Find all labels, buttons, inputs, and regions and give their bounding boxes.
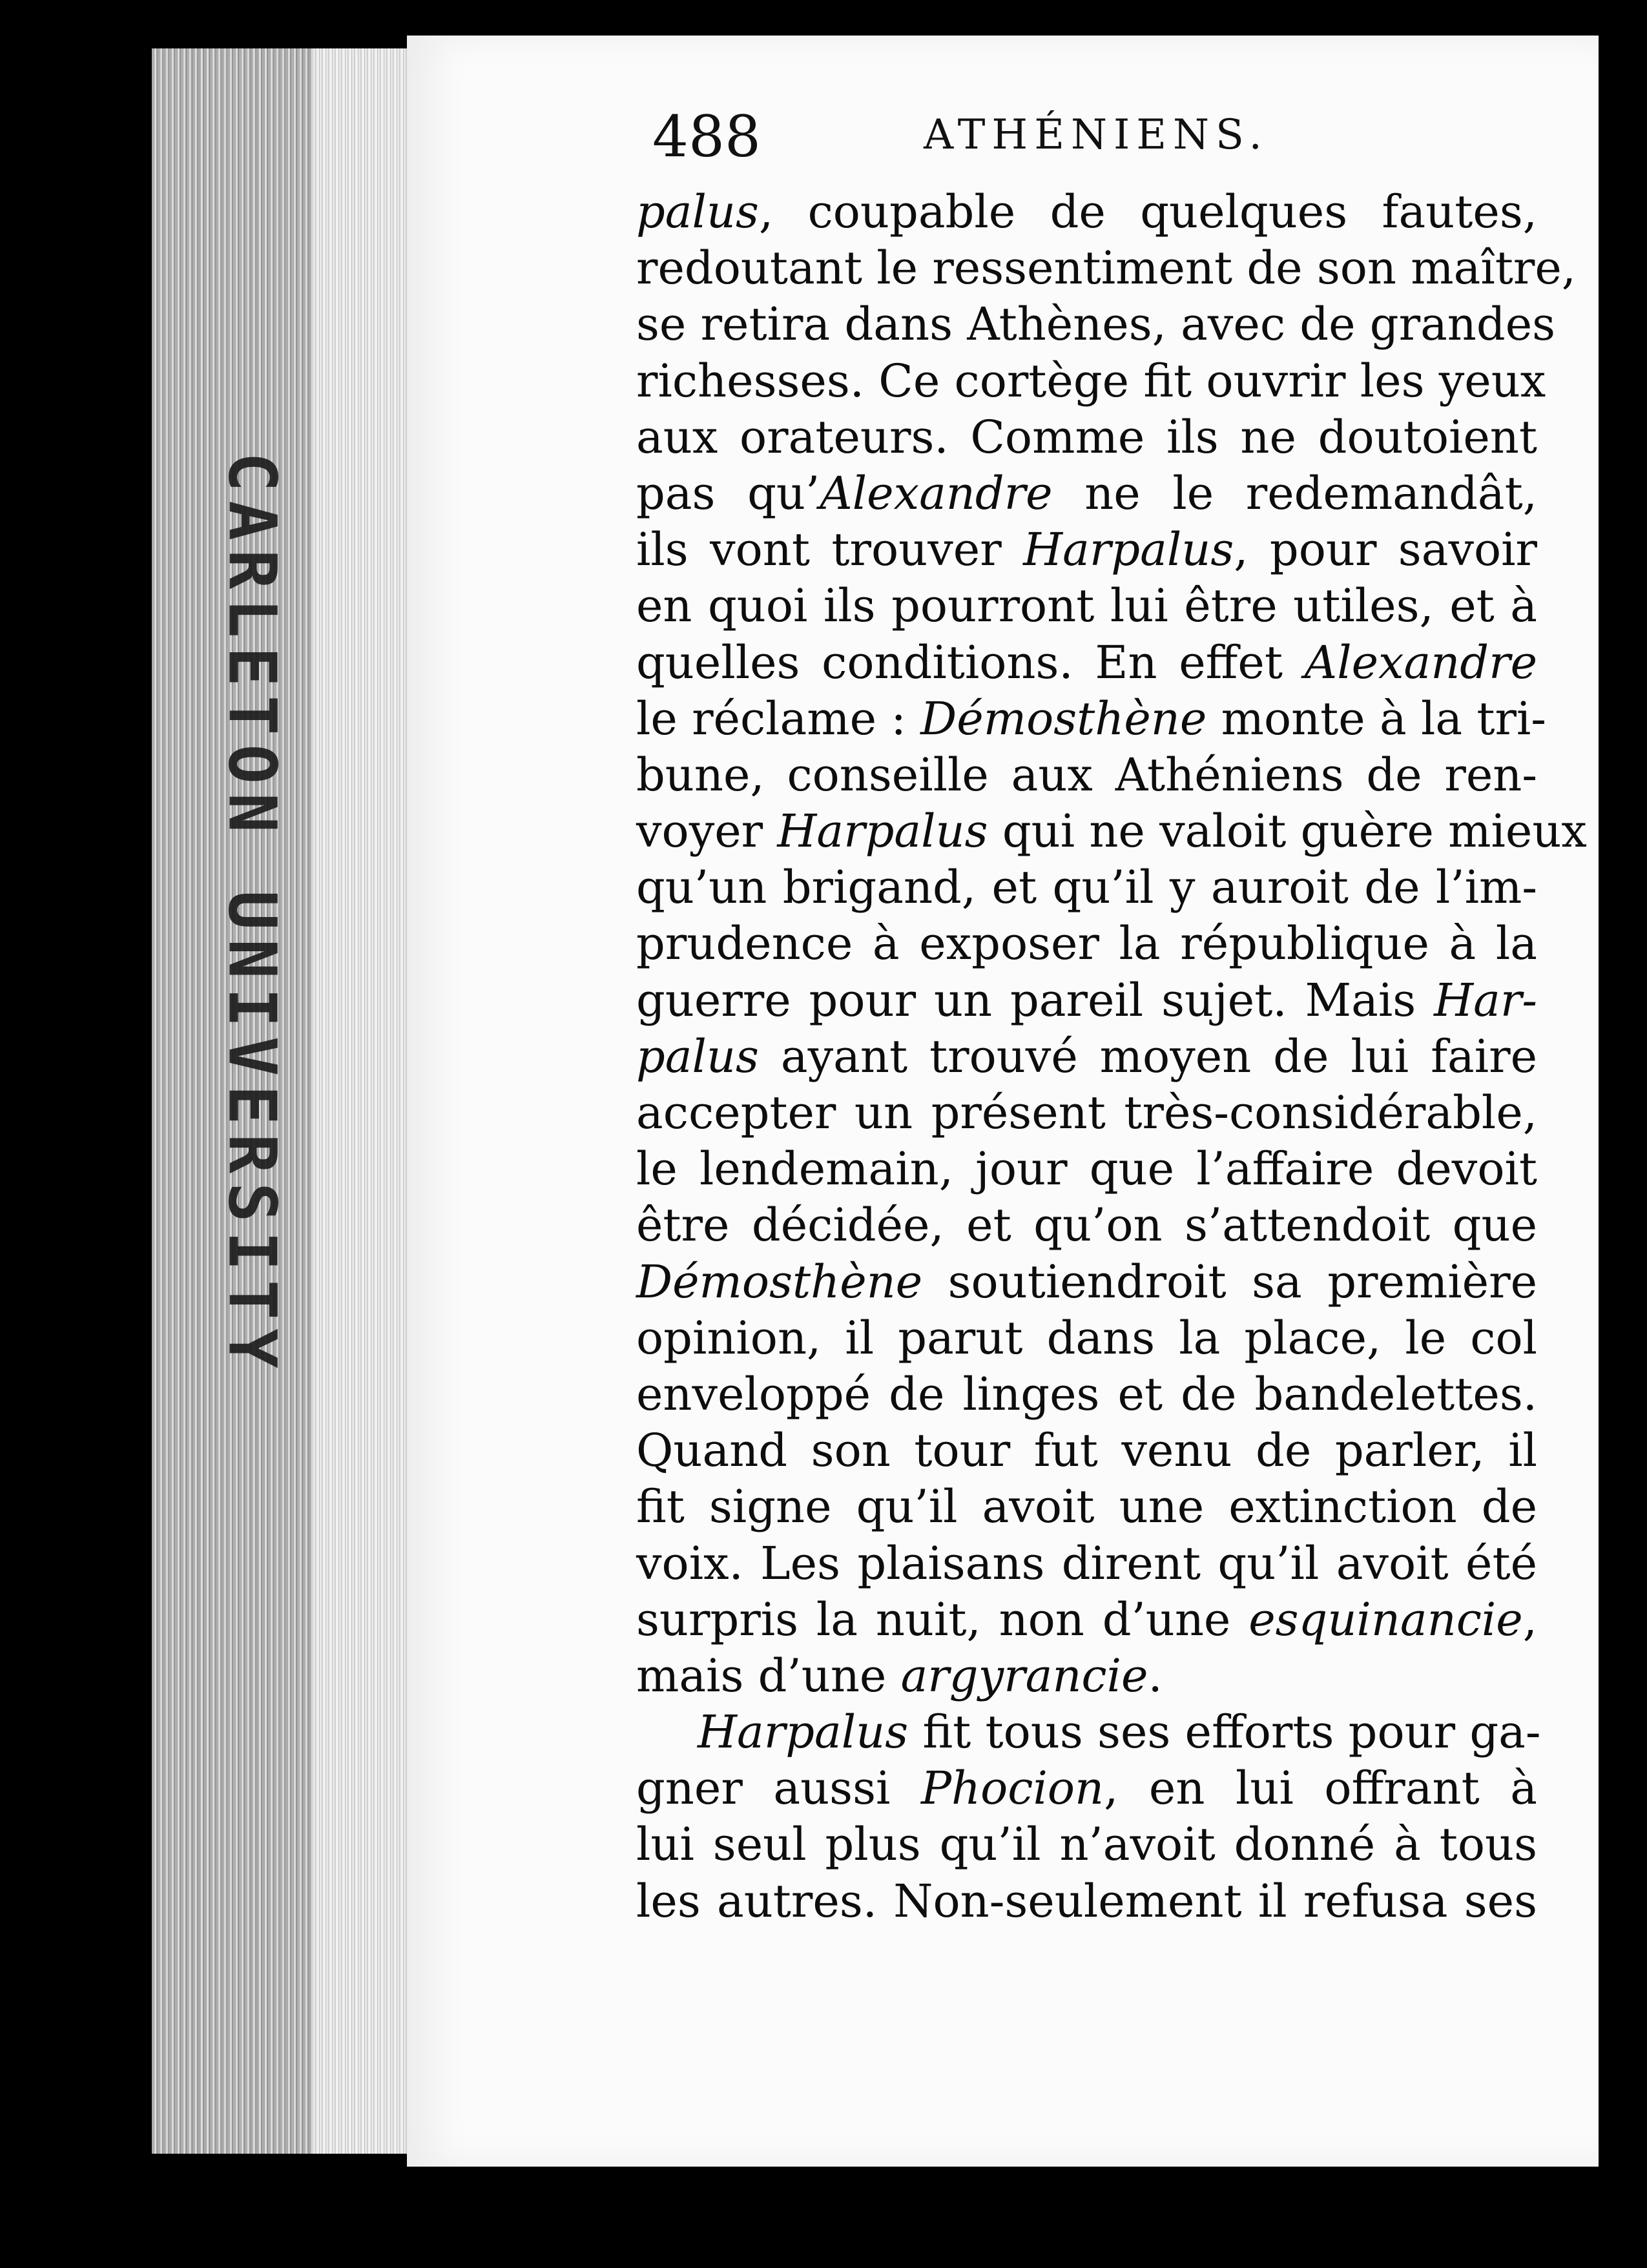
body-text xyxy=(636,184,1587,1930)
text-run: , en lui offrant à xyxy=(1104,1762,1537,1815)
text-run: quelles conditions. En effet xyxy=(636,635,1305,689)
text-line xyxy=(636,1141,1537,1197)
italic-name: Har- xyxy=(1434,973,1537,1027)
text-line xyxy=(636,1029,1537,1085)
library-stamp xyxy=(213,452,291,1711)
text-run: ils vont trouver xyxy=(636,523,1024,577)
italic-name: Phocion xyxy=(920,1762,1104,1815)
text-line xyxy=(636,466,1537,522)
italic-name: Alexandre xyxy=(1304,635,1537,689)
text-run: , coupable de quelques fautes, xyxy=(758,185,1537,238)
text-run: mais d’une xyxy=(636,1649,901,1702)
text-run: opinion, il parut dans la place, le col xyxy=(636,1311,1537,1365)
text-line xyxy=(636,1536,1537,1592)
text-line xyxy=(636,578,1537,634)
text-run: voyer xyxy=(636,805,778,858)
text-run: aux orateurs. Comme ils ne doutoient xyxy=(636,410,1537,464)
text-run: pas qu’ xyxy=(636,466,820,520)
text-line xyxy=(636,1760,1537,1817)
text-run: , xyxy=(1522,1593,1537,1646)
text-line xyxy=(636,747,1537,803)
text-line xyxy=(636,1310,1537,1366)
text-run: . xyxy=(1148,1649,1163,1702)
text-run: , pour savoir xyxy=(1234,523,1537,577)
italic-name: palus xyxy=(636,185,759,238)
text-run: bune, conseille aux Athéniens de ren- xyxy=(636,748,1537,801)
text-line xyxy=(636,409,1537,466)
text-line xyxy=(636,1366,1537,1423)
text-run: qu’un brigand, et qu’il y auroit de l’im- xyxy=(636,861,1537,914)
text-line xyxy=(636,240,1576,296)
text-run: monte à la tri- xyxy=(1207,692,1546,745)
text-line xyxy=(636,635,1537,691)
text-line xyxy=(636,803,1587,860)
text-line xyxy=(636,522,1537,578)
text-run: accepter un présent très-considérable, xyxy=(636,1086,1537,1139)
text-run: être décidée, et qu’on s’attendoit que xyxy=(636,1199,1537,1252)
text-run: gner aussi xyxy=(636,1762,921,1815)
text-run: ayant trouvé moyen de lui faire xyxy=(758,1029,1537,1083)
text-run: fit signe qu’il avoit une extinction de xyxy=(636,1480,1537,1534)
italic-name: Harpalus xyxy=(1023,523,1234,577)
text-line xyxy=(636,1085,1537,1141)
text-line xyxy=(636,1197,1537,1253)
text-run: le réclame : xyxy=(636,692,921,745)
text-line xyxy=(636,353,1546,409)
running-head xyxy=(652,103,1492,181)
text-line xyxy=(636,1592,1537,1648)
italic-name: Démosthène xyxy=(636,1255,923,1308)
text-run: fit tous ses efforts pour ga- xyxy=(908,1706,1541,1759)
text-line xyxy=(636,973,1537,1029)
text-line xyxy=(636,1479,1537,1535)
italic-name: Alexandre xyxy=(820,466,1053,520)
text-run: voix. Les plaisans dirent qu’il avoit été xyxy=(636,1536,1537,1590)
text-run: redoutant le ressentiment de son maître, xyxy=(636,242,1576,295)
text-run: soutiendroit sa première xyxy=(922,1255,1537,1308)
italic-name: Démosthène xyxy=(920,692,1207,745)
right-margin-shadow xyxy=(1599,0,1647,2268)
text-line xyxy=(636,184,1537,240)
text-line xyxy=(636,1254,1537,1310)
text-run: richesses. Ce cortège fit ouvrir les yeux xyxy=(636,354,1546,407)
text-run: se retira dans Athènes, avec de grandes xyxy=(636,298,1556,351)
italic-name: argyrancie xyxy=(900,1649,1148,1702)
text-run: enveloppé de linges et de bandelettes. xyxy=(636,1367,1537,1421)
text-line xyxy=(636,1704,1541,1760)
text-line xyxy=(636,860,1537,916)
library-stamp-text: CARLETON UNIVERSITY xyxy=(213,452,291,1377)
text-line xyxy=(636,1648,1537,1704)
text-run: en quoi ils pourront lui être utiles, et à xyxy=(636,579,1537,633)
italic-name: Harpalus xyxy=(698,1706,909,1759)
text-line xyxy=(636,1423,1537,1479)
italic-name: palus xyxy=(636,1029,759,1083)
text-line xyxy=(636,1817,1537,1873)
text-run: les autres. Non-seulement il refusa ses xyxy=(636,1874,1537,1928)
page-number: 488 xyxy=(652,103,761,170)
text-line xyxy=(636,1873,1537,1930)
text-run: le lendemain, jour que l’affaire devoit xyxy=(636,1142,1537,1196)
text-run: prudence à exposer la république à la xyxy=(636,917,1537,971)
text-line xyxy=(636,916,1537,972)
italic-name: esquinancie xyxy=(1248,1593,1523,1646)
text-line xyxy=(636,296,1556,353)
running-title: ATHÉNIENS. xyxy=(924,111,1269,159)
text-run: Quand son tour fut venu de parler, il xyxy=(636,1424,1537,1478)
text-run: surpris la nuit, non d’une xyxy=(636,1593,1249,1646)
text-run: guerre pour un pareil sujet. Mais xyxy=(636,973,1435,1027)
text-line xyxy=(636,691,1546,747)
italic-name: Harpalus xyxy=(777,805,988,858)
text-run: lui seul plus qu’il n’avoit donné à tous xyxy=(636,1818,1537,1871)
text-run: qui ne valoit guère mieux xyxy=(988,805,1587,858)
text-run: ne le redemandât, xyxy=(1052,466,1537,520)
